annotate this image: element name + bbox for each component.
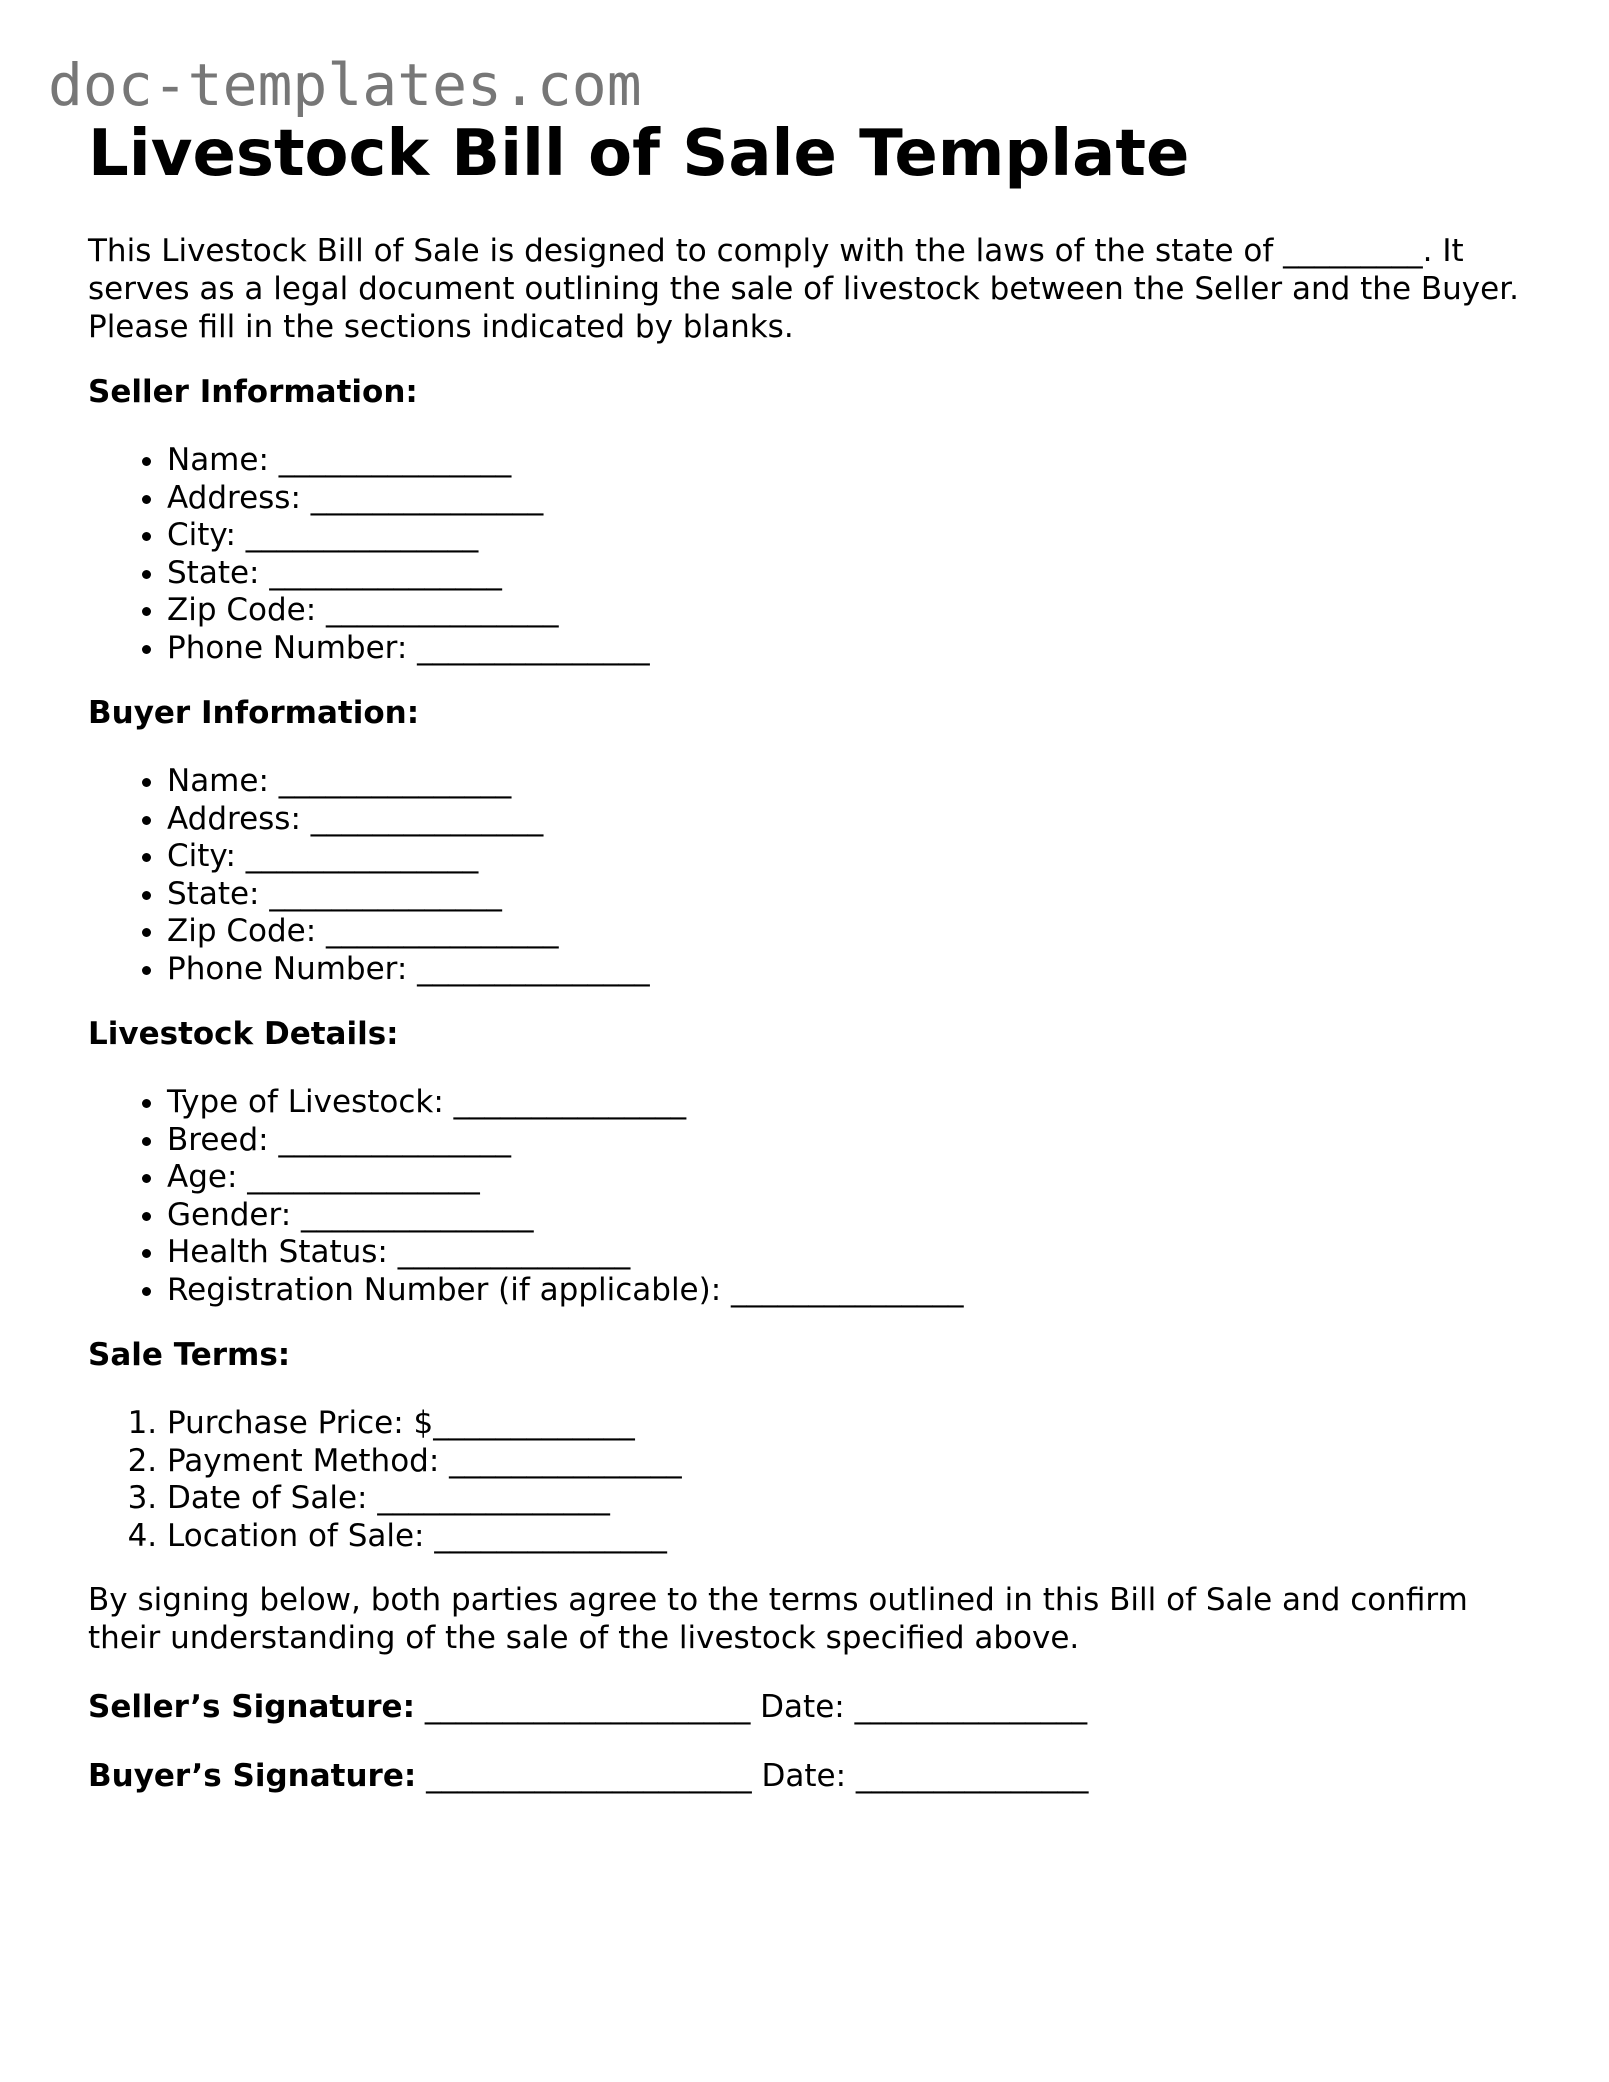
agreement-paragraph: By signing below, both parties agree to the terms outlined in this Bill of Sale and confirm their understanding of the sale of the livestock specified above. <box>88 1582 1468 1656</box>
seller-state-field: • State: _______________ <box>167 555 1528 593</box>
livestock-registration-field: • Registration Number (if applicable): _______________ <box>167 1272 1528 1310</box>
site-watermark: doc-templates.com <box>48 51 642 119</box>
seller-info-list <box>88 442 1528 667</box>
sale-terms-heading: Sale Terms: <box>88 1337 291 1373</box>
buyer-info-list <box>88 763 1528 988</box>
buyer-state-field: • State: _______________ <box>167 876 1528 914</box>
buyer-address-field: • Address: _______________ <box>167 801 1528 839</box>
document-title: Livestock Bill of Sale Template <box>88 117 1190 191</box>
livestock-health-field: • Health Status: _______________ <box>167 1234 1528 1272</box>
payment-method-field: 2. Payment Method: _______________ <box>167 1443 1528 1481</box>
seller-name-field: • Name: _______________ <box>167 442 1528 480</box>
seller-address-field: • Address: _______________ <box>167 480 1528 518</box>
buyer-signature-line <box>88 1757 1528 1795</box>
livestock-section-heading: Livestock Details: <box>88 1016 399 1052</box>
buyer-phone-field: • Phone Number: _______________ <box>167 951 1528 989</box>
seller-signature-blank: _____________________ Date: _______________ <box>424 1689 1088 1725</box>
seller-city-field: • City: _______________ <box>167 517 1528 555</box>
livestock-gender-field: • Gender: _______________ <box>167 1197 1528 1235</box>
livestock-breed-field: • Breed: _______________ <box>167 1122 1528 1160</box>
purchase-price-field: 1. Purchase Price: $_____________ <box>167 1405 1528 1443</box>
buyer-name-field: • Name: _______________ <box>167 763 1528 801</box>
intro-paragraph: This Livestock Bill of Sale is designed to comply with the laws of the state of _________. It serves as a legal document outlining the sale of livestock between the Seller and the Buyer. Please fill in the sections indicated by blanks. <box>88 233 1519 345</box>
buyer-signature-blank: _____________________ Date: _______________ <box>426 1758 1089 1794</box>
livestock-type-field: • Type of Livestock: _______________ <box>167 1084 1528 1122</box>
seller-phone-field: • Phone Number: _______________ <box>167 630 1528 668</box>
seller-signature-line <box>88 1688 1528 1726</box>
sale-terms-list <box>88 1405 1528 1555</box>
livestock-age-field: • Age: _______________ <box>167 1159 1528 1197</box>
date-of-sale-field: 3. Date of Sale: _______________ <box>167 1480 1528 1518</box>
seller-signature-label: Seller’s Signature: <box>88 1689 415 1725</box>
buyer-section-heading: Buyer Information: <box>88 695 420 731</box>
buyer-zip-field: • Zip Code: _______________ <box>167 913 1528 951</box>
buyer-city-field: • City: _______________ <box>167 838 1528 876</box>
document-page <box>88 116 1528 1795</box>
location-of-sale-field: 4. Location of Sale: _______________ <box>167 1518 1528 1556</box>
seller-section-heading: Seller Information: <box>88 374 418 410</box>
livestock-details-list <box>88 1084 1528 1309</box>
seller-zip-field: • Zip Code: _______________ <box>167 592 1528 630</box>
buyer-signature-label: Buyer’s Signature: <box>88 1758 417 1794</box>
